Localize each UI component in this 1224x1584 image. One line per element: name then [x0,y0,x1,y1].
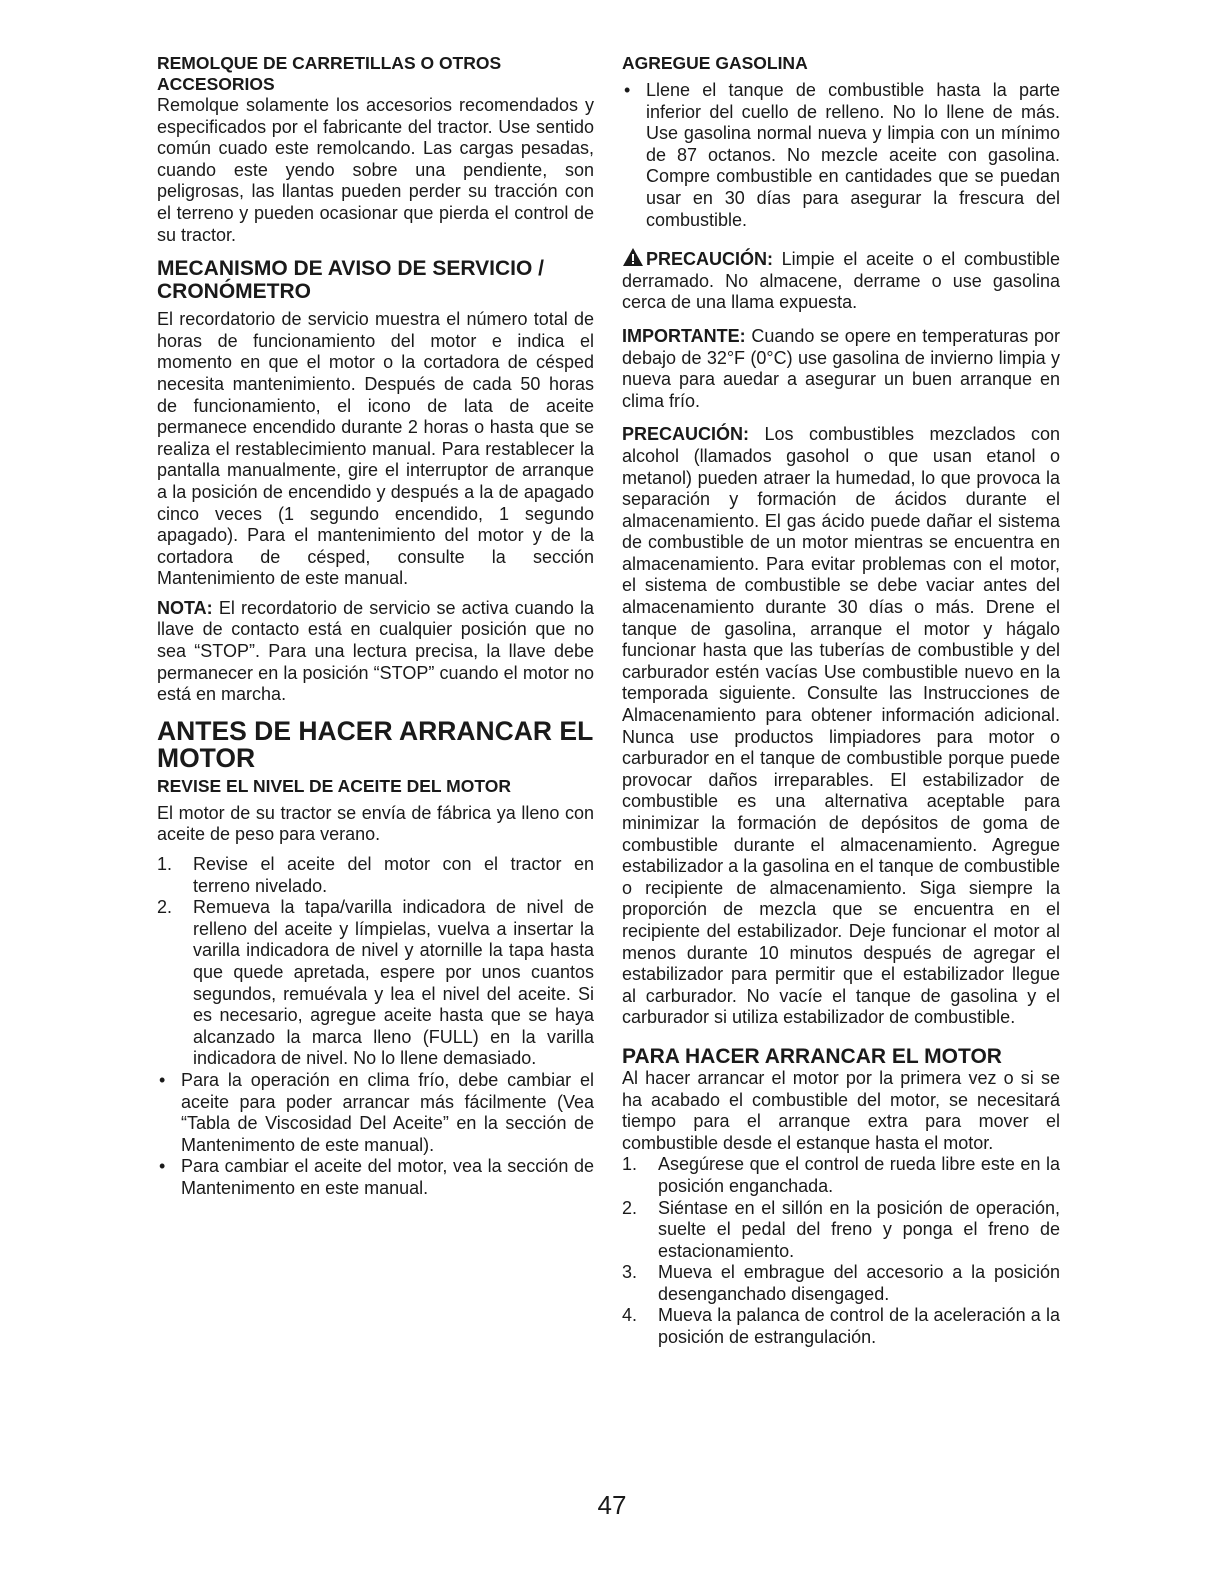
list-item [622,80,1060,231]
antes-heading: ANTES DE HACER ARRANCAR EL MOTOR [157,715,593,773]
bullet-text: Para la operación en clima frío, debe cambiar el aceite para poder arrancar más fácilmente (Vea “Tabla de Viscosidad Del Aceite” en la sección de Mantenimento de este manual). [181,1069,594,1155]
nota-text: El recordatorio de servicio se activa cuando la llave de contacto está en cualquier posición que no sea “STOP”. Para una lectura precisa, la llave debe permanecer en la posición “STOP” cuando el motor no está en marcha. [157,597,594,705]
gasolina-bullets [622,80,1060,231]
step-number: 2. [622,1197,638,1218]
bullet-icon: • [159,1156,166,1177]
importante-paragraph [622,326,1060,412]
gasolina-heading: AGREGUE GASOLINA [622,53,808,73]
list-item [157,897,594,1070]
list-item [157,854,594,897]
left-column [157,53,594,1200]
right-column [622,53,1060,1349]
step-number: 1. [622,1154,638,1175]
nota-paragraph [157,598,594,706]
precaucion-2-label: PRECAUCIÓN: [622,424,750,445]
list-item [622,1262,1060,1305]
bullet-icon: • [159,1069,166,1090]
step-text: Siéntase en el sillón en la posición de operación, suelte el pedal del freno y ponga el freno de estacionamiento. [658,1197,1060,1261]
bullet-text: Llene el tanque de combustible hasta la parte inferior del cuello de relleno. No lo llene de más. Use gasolina normal nueva y limpia con un mínimo de 87 octanos. No mezcle aceite con gasolina. Compre combustible en cantidades que se puedan usar en 30 días para asegurar la frescura del combustible. [646,80,1060,230]
antes-intro: El motor de su tractor se envía de fábrica ya lleno con aceite de peso para verano. [157,802,594,845]
importante-label: IMPORTANTE: [622,325,746,346]
precaucion-2-text: Los combustibles mezclados con alcohol (llamados gasohol o que usan etanol o metanol) pueden atraer la humedad, lo que provoca la separación y formación de ácidos durante el almacenamiento. El gas ácido puede dañar el sistema de combustible de un motor mientras se encuentra en almacenamiento. Para evitar problemas con el motor, el sistema de combustible se debe vaciar antes del almacenamiento durante 30 días o más. Drene el tanque de gasolina, arranque el motor y hágalo funcionar hasta que las tuberías de combustible y del carburador estén vacías Use combustible nuevo en la temporada siguiente. Consulte las Instrucciones de Almacenamiento para obtener información adicional. Nunca use productos limpiadores para motor o carburador en el tanque de combustible porque puede provocar daños irreparables. El estabilizador de combustible es una alternativa aceptable para minimizar la formación de depósitos de goma de combustible durante el almacenamiento. Agregue estabilizador a la gasolina en el tanque de combustible o recipiente de almacenamiento. Siga siempre la proporción de mezcla que se encuentra en el recipiente del estabilizador. Deje funcionar el motor al menos durante 10 minutos después de agregar el estabilizador para permitir que el estabilizador llegue al carburador. No vacíe el tanque de gasolina y el carburador si utiliza estabilizador de combustible. [622,424,1060,1028]
step-text: Mueva el embrague del accesorio a la posición desenganchado disengaged. [658,1262,1060,1304]
nota-label: NOTA: [157,597,213,618]
precaucion-1-text: Limpie el aceite o el combustible derramado. No almacene, derrame o use gasolina cerca de una llama expuesta. [622,249,1060,313]
revise-subheading: REVISE EL NIVEL DE ACEITE DEL MOTOR [157,775,511,796]
step-number: 4. [622,1305,638,1326]
antes-bullets [157,1070,594,1200]
step-text: Asegúrese que el control de rueda libre este en la posición enganchada. [658,1154,1060,1196]
antes-steps [157,854,594,1070]
step-number: 3. [622,1262,638,1283]
step-text: Mueva la palanca de control de la aceleración a la posición de estrangulación. [658,1305,1060,1348]
bullet-text: Para cambiar el aceite del motor, vea la sección de Mantenimento en este manual. [181,1156,594,1198]
list-item [157,1070,594,1156]
step-number: 2. [157,897,173,918]
warning-triangle-icon [622,247,644,267]
list-item [622,1198,1060,1263]
step-number: 1. [157,854,173,875]
arrancar-steps [622,1154,1060,1348]
precaucion-1-paragraph [622,247,1060,314]
step-text: Revise el aceite del motor con el tractor en terreno nivelado. [193,854,594,896]
list-item [622,1154,1060,1197]
step-text: Remueva la tapa/varilla indicadora de nivel de relleno del aceite y límpielas, vuelva a insertar la varilla indicadora de nivel y atornille la tapa hasta que quede apretada, espere por unos cuantos segundos, remuévala y lea el nivel del aceite. Si es necesario, agregue aceite hasta que se haya alcanzado la marca lleno (FULL) en la varilla indicadora de nivel. No lo llene demasiado. [193,897,594,1069]
remolque-body: Remolque solamente los accesorios recomendados y especificados por el fabricante del tractor. Use sentido común cuado este remolcando. Las cargas pesadas, cuando este yendo sobre una pendiente, son peligrosas, las llantas pueden perder su tracción con el terreno y pueden ocasionar que pierda el control de su tractor. [157,95,594,245]
arrancar-heading: PARA HACER ARRANCAR EL MOTOR [622,1044,1002,1068]
bullet-icon: • [624,80,631,100]
list-item [157,1156,594,1199]
list-item [622,1305,1060,1348]
mecanismo-body: El recordatorio de servicio muestra el número total de horas de funcionamiento del motor e indica el momento en que el motor o la cortadora de césped necesita mantenimiento. Después de cada 50 horas de funcionamiento, el icono de lata de aceite permanece encendido durante 2 horas o hasta que se realiza el restablecimiento manual. Para restablecer la pantalla manualmente, gire el interruptor de arranque a la posición de encendido y después a la de apagado cinco veces (1 segundo encendido, 1 segundo apagado). Para el mantenimiento del motor y de la cortadora de césped, consulte la sección Mantenimiento de este manual. [157,309,594,589]
precaucion-2-paragraph [622,424,1060,1029]
remolque-heading: REMOLQUE DE CARRETILLAS O OTROS ACCESORIOS [157,53,502,94]
mecanismo-heading: MECANISMO DE AVISO DE SERVICIO / CRONÓMETRO [157,257,545,304]
arrancar-intro: Al hacer arrancar el motor por la primera vez o si se ha acabado el combustible del motor, se necesitará tiempo para el arranque extra para mover el combustible desde el estanque hasta el motor. [622,1067,1060,1153]
importante-text: Cuando se opere en temperaturas por debajo de 32°F (0°C) use gasolina de invierno limpia y nueva para auedar a asegurar un buen arranque en clima frío. [622,325,1060,411]
page-number: 47 [597,1490,627,1520]
precaucion-1-label: PRECAUCIÓN: [646,249,774,270]
